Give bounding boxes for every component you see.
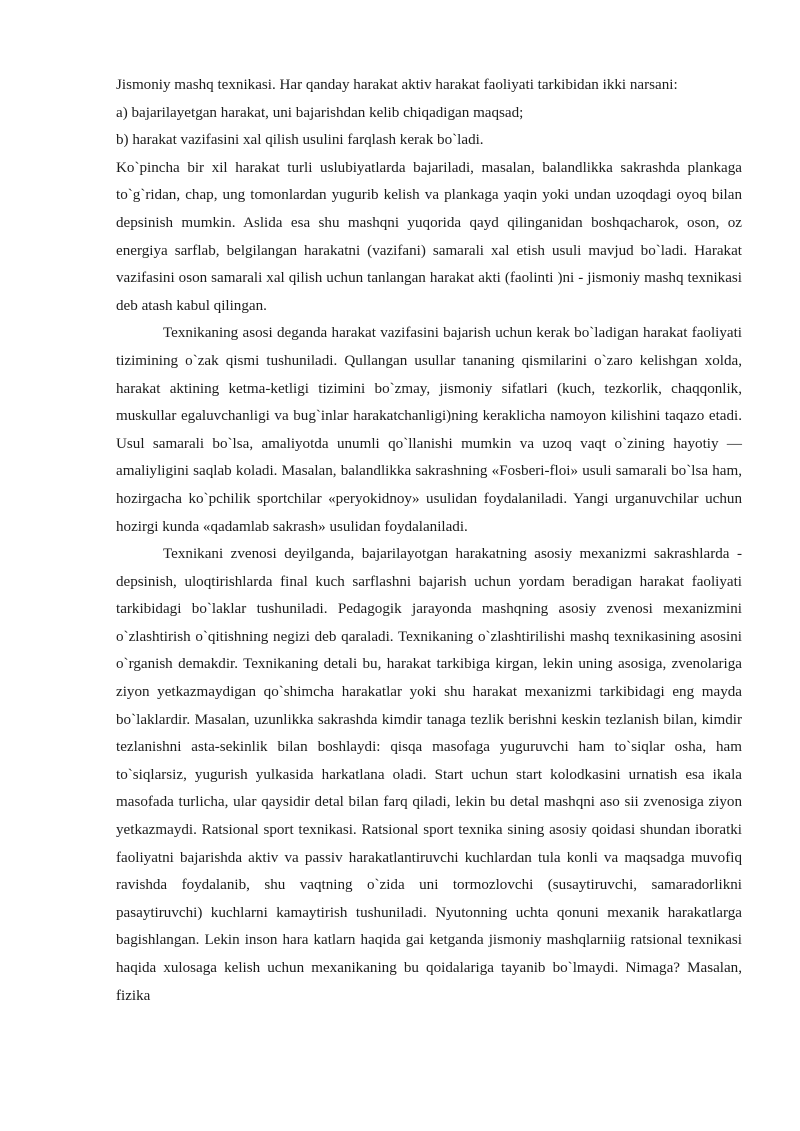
document-line-item-b: b) harakat vazifasini xal qilish usulini farqlash kerak bo`ladi. bbox=[116, 132, 484, 149]
document-page bbox=[116, 72, 742, 1010]
document-line-intro: Jismoniy mashq texnikasi. Har qanday harakat aktiv harakat faoliyati tarkibidan ikki narsani: bbox=[116, 77, 678, 93]
document-line-item-a: a) bajarilayetgan harakat, uni bajarishdan kelib chiqadigan maqsad; bbox=[116, 104, 524, 121]
document-paragraph-2: Texnikaning asosi deganda harakat vazifasini bajarish uchun kerak bo`ladigan harakat faoliyati tizimining o`zak qismi tushuniladi. Qullangan usullar tananing qismilarini o`zaro kelishgan xolda, harakat aktining ketma-ketligi tizimini bo`zmay, jismoniy sifatlari (kuch, tezkorlik, chaqqonlik, muskullar egaluvchanligi va bug`inlar harakatchanligi)ning keraklicha namoyon kilishini taqazo etadi. Usul samarali bo`lsa, amaliyotda unumli qo`llanishi mumkin va uzoq vaqt o`zining hayotiy — amaliyligini saqlab koladi. Masalan, balandlikka sakrashning «Fosberi-floi» usuli samarali bo`lsa ham, hozirgacha ko`pchilik sportchilar «peryokidnoy» usulidan foydalaniladi. Yangi urganuvchilar uchun hozirgi kunda «qadamlab sakrash» usulidan foydalaniladi. bbox=[116, 325, 742, 535]
document-paragraph-3: Texnikani zvenosi deyilganda, bajarilayotgan harakatning asosiy mexanizmi sakrashlarda - depsinish, uloqtirishlarda final kuch sarflashni bajarish uchun yordam beradigan harakat faoliyati tarkibidagi bo`laklar tushuniladi. Pedagogik jarayonda mashqning asosiy zvenosi mexanizmini o`zlashtirish o`qitishning negizi deb qaraladi. Texnikaning o`zlashtirilishi mashq texnikasining asosini o`rganish demakdir. Texnikaning detali bu, harakat tarkibiga kirgan, lekin uning asosiga, zvenolariga ziyon yetkazmaydigan qo`shimcha harakatlar yoki shu harakat mexanizmi tarkibidagi eng mayda bo`laklardir. Masalan, uzunlikka sakrashda kimdir tanaga tezlik berishni keskin tezlanish bilan, kimdir tezlanishni asta-sekinlik bilan boshlaydi: qisqa masofaga yuguruvchi ham to`siqlar osha, ham to`siqlarsiz, yugurish yulkasida harkatlana oladi. Start uchun start kolodkasini urnatish esa ikala masofada turlicha, ular qaysidir detal bilan farq qiladi, lekin bu detal mashqni aso sii zvenosiga ziyon yetkazmaydi. Ratsional sport texnikasi. Ratsional sport texnika sining asosiy qoidasi shundan iboratki faoliyatni bajarishda aktiv va passiv harakatlantiruvchi kuchlardan tula konli va maqsadga muvofiq ravishda foydalanib, shu vaqtning o`zida uni tormozlovchi (susaytiruvchi, samaradorlikni pasaytiruvchi) kuchlarni kamaytirish tushuniladi. Nyutonning uchta qonuni mexanik harakatlarga bagishlangan. Lekin inson hara katlarn haqida gai ketganda jismoniy mashqlarniig ratsional texnikasi haqida xulosaga kelish uchun mexanikaning bu qoidalariga tayanib bo`lmaydi. Nimaga? Masalan, fizika bbox=[116, 546, 742, 1004]
document-paragraph-1: Ko`pincha bir xil harakat turli uslubiyatlarda bajariladi, masalan, balandlikka sakrashda plankaga to`g`ridan, chap, ung tomonlardan yugurib kelish va plankaga yaqin yoki undan uzoqdagi oyoq bilan depsinish mumkin. Aslida esa shu mashqni yuqorida qayd qilinganidan boshqacharok, oson, oz energiya sarflab, belgilangan harakatni (vazifani) samarali xal etish usuli mavjud bo`ladi. Harakat vazifasini oson samarali xal qilish uchun tanlangan harakat akti (faolinti )ni - jismoniy mashq texnikasi deb atash kabul qilingan. bbox=[116, 159, 742, 314]
